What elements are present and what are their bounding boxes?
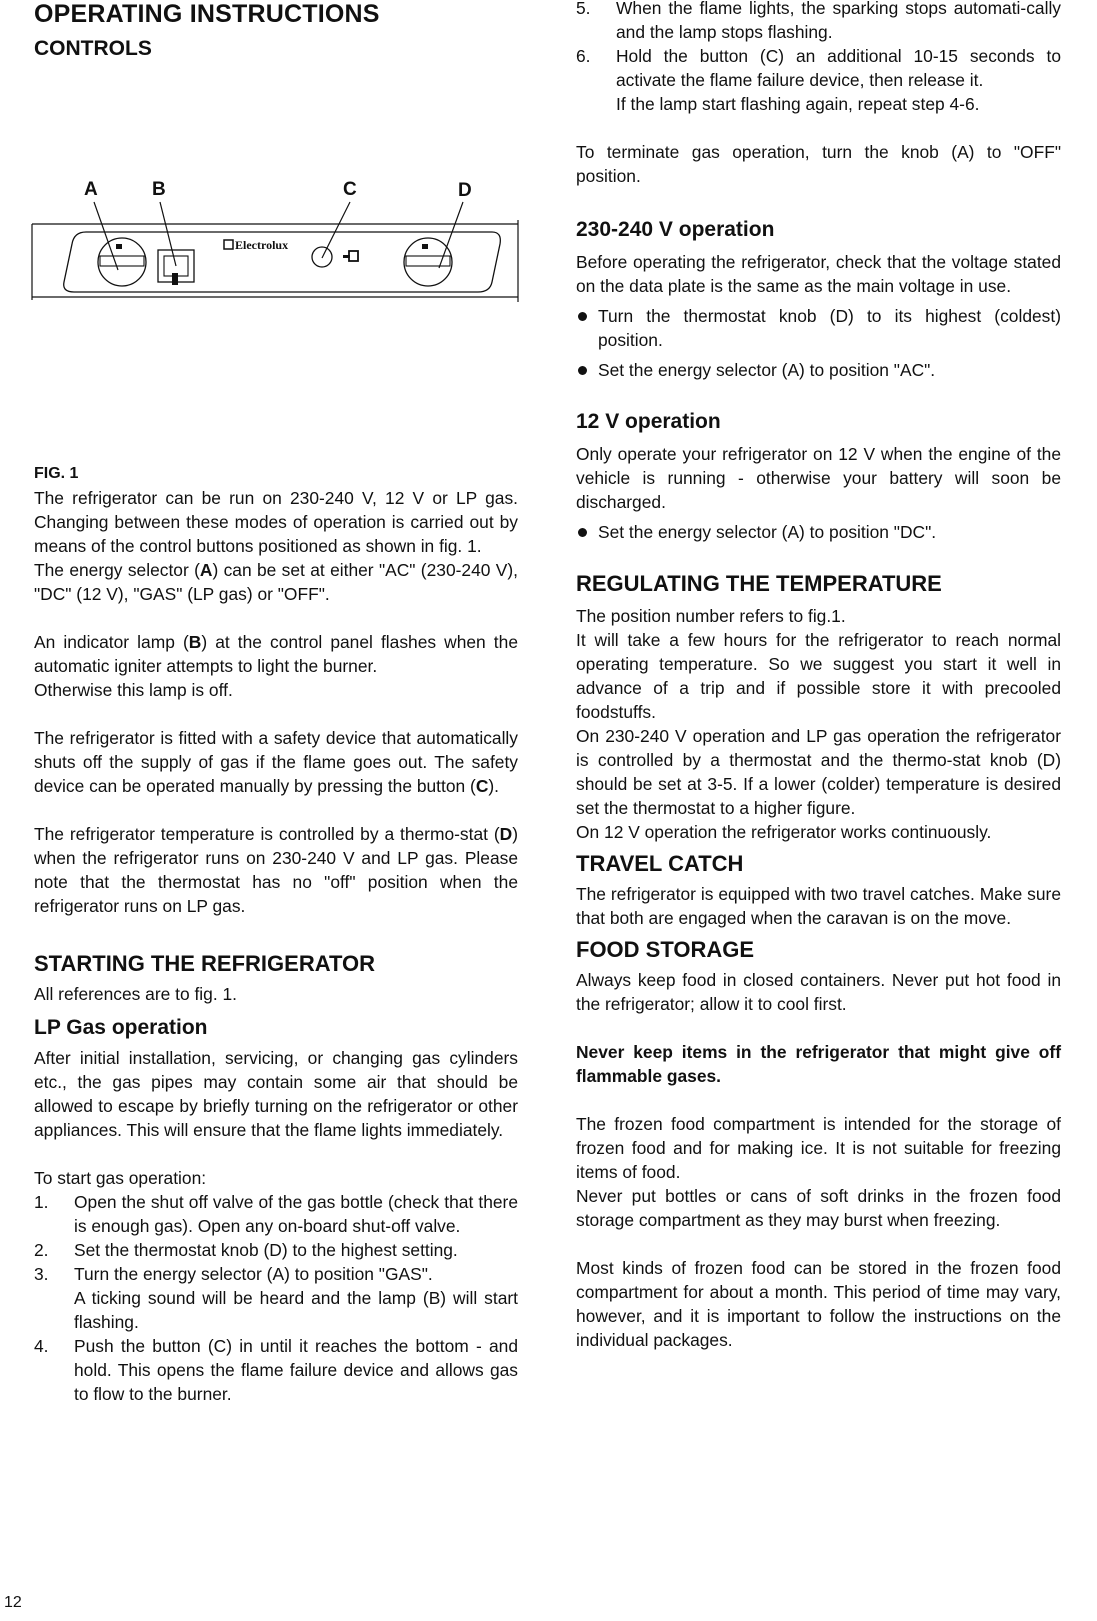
gas-steps-list-continued — [576, 0, 1061, 116]
list-item: 5. When the flame lights, the sparking stops automati-cally and the lamp stops flashing. — [576, 0, 1061, 42]
safety-paragraph: The refrigerator is fitted with a safety device that automatically shuts off the supply of gas if the flame goes out. The safety device can be operated manually by pressing the button (C). — [34, 728, 518, 796]
food-storage-heading: FOOD STORAGE — [576, 937, 755, 962]
control-panel-figure — [30, 170, 520, 310]
page-title: OPERATING INSTRUCTIONS — [34, 0, 380, 28]
regulating-text-3: On 230-240 V operation and LP gas operation the refrigerator is controlled by a thermostat and the thermo-stat knob (D) should be set at 3-5. If a lower (colder) temperature is desired set the thermostat to a higher figure. — [576, 726, 1061, 818]
regulating-text-2: It will take a few hours for the refrigerator to reach normal operating temperature. So we suggest you start it well in advance of a trip and if possible store it with precooled foodstuffs. — [576, 630, 1061, 722]
section-subtitle: CONTROLS — [34, 37, 152, 60]
indicator-lamp — [158, 250, 194, 285]
svg-text:Electrolux: Electrolux — [235, 238, 289, 252]
safety-button — [312, 247, 358, 267]
v12-text: Only operate your refrigerator on 12 V when the engine of the vehicle is running - otherwise your battery will soon be discharged. — [576, 444, 1061, 512]
page-number: 12 — [4, 1594, 22, 1611]
list-item: 2. Set the thermostat knob (D) to the highest setting. — [34, 1240, 458, 1260]
gas-steps-list — [34, 1190, 518, 1406]
figure-label-b: B — [152, 179, 166, 200]
intro-paragraph: The refrigerator can be run on 230-240 V, 12 V or LP gas. Changing between these modes of operation is carried out by means of the control buttons positioned as shown in fig. 1. The energy selector (A) can be set at either "AC" (230-240 V), "DC" (12 V), "GAS" (LP gas) or "OFF". — [34, 488, 518, 604]
regulating-heading: REGULATING THE TEMPERATURE — [576, 571, 942, 596]
pointer-line-d — [439, 202, 463, 268]
v230-heading: 230-240 V operation — [576, 218, 775, 241]
v230-bullets — [576, 304, 1061, 382]
figure-label-d: D — [458, 180, 472, 201]
energy-selector-knob — [98, 238, 146, 286]
travel-catch-text: The refrigerator is equipped with two travel catches. Make sure that both are engaged when the caravan is on the move. — [576, 884, 1061, 928]
list-item: 1. Open the shut off valve of the gas bottle (check that there is enough gas). Open any on-board shut-off valve. — [34, 1192, 518, 1236]
list-item: 3. Turn the energy selector (A) to position "GAS". A ticking sound will be heard and the lamp (B) will start flashing. — [34, 1264, 518, 1332]
food-warning: Never keep items in the refrigerator that might give off flammable gases. — [576, 1042, 1061, 1086]
list-item: 6. Hold the button (C) an additional 10-15 seconds to activate the flame failure device, then release it. If the lamp start flashing again, repeat step 4-6. — [576, 46, 1061, 114]
regulating-text-4: On 12 V operation the refrigerator works continuously. — [576, 822, 992, 842]
figure-caption: FIG. 1 — [34, 465, 79, 482]
list-item: Turn the thermostat knob (D) to its highest (coldest) position. — [576, 304, 1061, 352]
list-item: Set the energy selector (A) to position "DC". — [576, 520, 1061, 544]
lamp-paragraph: An indicator lamp (B) at the control panel flashes when the automatic igniter attempts to light the burner. Otherwise this lamp is off. — [34, 632, 518, 700]
starting-text: All references are to fig. 1. — [34, 984, 237, 1004]
regulating-text-1: The position number refers to fig.1. — [576, 606, 846, 626]
figure-label-c: C — [343, 179, 357, 200]
right-column — [576, 0, 1061, 1352]
list-item: 4. Push the button (C) in until it reaches the bottom - and hold. This opens the flame failure device and allows gas to flow to the burner. — [34, 1336, 518, 1404]
brand-logo — [224, 238, 288, 252]
food-storage-text: Always keep food in closed containers. Never put hot food in the refrigerator; allow it to cool first. — [576, 970, 1061, 1014]
pointer-line-c — [322, 202, 350, 258]
lp-gas-text: After initial installation, servicing, or changing gas cylinders etc., the gas pipes may contain some air that should be allowed to escape by briefly turning on the refrigerator or other appliances. This will ensure that the flame lights immediately. — [34, 1048, 518, 1140]
figure-label-a: A — [84, 179, 98, 200]
v12-bullets — [576, 520, 1061, 544]
thermostat-paragraph: The refrigerator temperature is controlled by a thermo-stat (D) when the refrigerator runs on 230-240 V and LP gas. Please note that the thermostat has no "off" position when the refrigerator runs on LP gas. — [34, 824, 518, 916]
frozen-text-1: The frozen food compartment is intended for the storage of frozen food and for making ice. It is not suitable for freezing items of food. — [576, 1114, 1061, 1182]
left-column — [34, 462, 518, 1406]
travel-catch-heading: TRAVEL CATCH — [576, 851, 744, 876]
v12-heading: 12 V operation — [576, 410, 721, 433]
lp-gas-heading: LP Gas operation — [34, 1016, 208, 1039]
list-item: Set the energy selector (A) to position "AC". — [576, 358, 1061, 382]
terminate-text: To terminate gas operation, turn the knob (A) to "OFF" position. — [576, 142, 1061, 186]
to-start-text: To start gas operation: — [34, 1168, 207, 1188]
starting-heading: STARTING THE REFRIGERATOR — [34, 951, 375, 976]
frozen-text-3: Most kinds of frozen food can be stored in the frozen food compartment for about a month. This period of time may vary, however, and it is important to follow the instructions on the individual packages. — [576, 1258, 1061, 1350]
thermostat-knob — [404, 238, 452, 286]
frozen-text-2: Never put bottles or cans of soft drinks in the frozen food storage compartment as they may burst when freezing. — [576, 1186, 1061, 1230]
v230-text: Before operating the refrigerator, check that the voltage stated on the data plate is the same as the main voltage in use. — [576, 252, 1061, 296]
